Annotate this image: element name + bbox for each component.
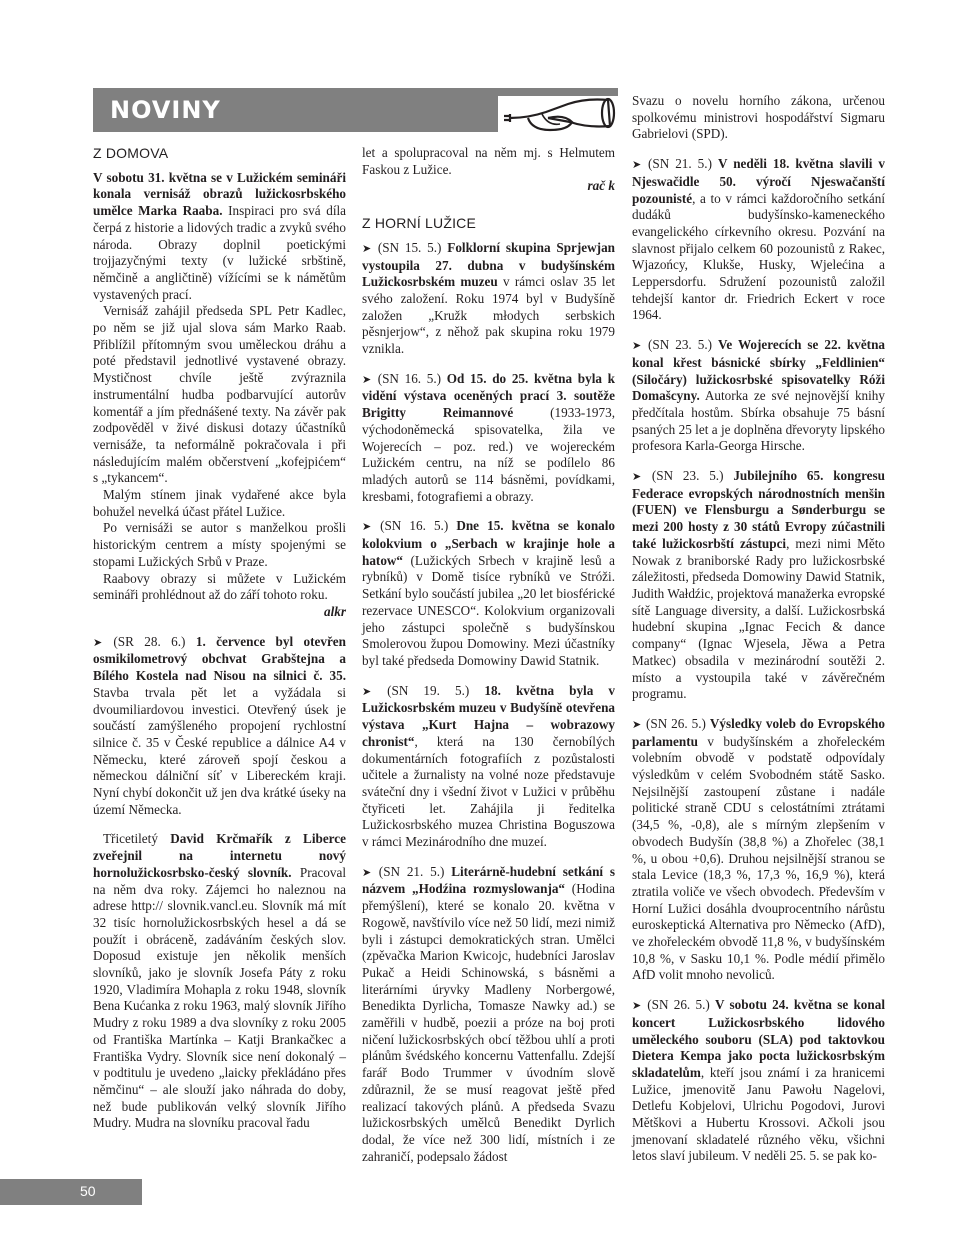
article-hl-9: ➤ (SN 26. 5.) Výsledky voleb do Evropského parlamentu v budyšínském a zhořeleckém volebním obvodě v podstatě odpovídaly výsledkům v celém Svobodném státě Sasko. Nejsilnější zastoupení zůstane i nadále politické straně CDU s celostátními ztrátami (34,5 %, -0,8), ale s mírným zlepšením v obvodech Budyšín (38,8 %) a Zhořelec (38,1 %, u obou +0,6). Druhou nejsilnější stranou se stala Levice (18,3 %, 17,3 %, 16,9 %), která ztratila voliče ve všech obvodech. Především v Horní Lužici dosáhla dvouprocentního nárůstu euroskeptická Alternativa pro Německo (AfD), ve zhořeleckém obvodě 11,8 %, v budyšínském 10,8 %, v Sasku 10,1 %. Podle médií přimělo AfD volit mnoho nevoliců. xyxy=(632,715,885,983)
section-title: NOVINY xyxy=(110,96,221,124)
article-hl-6: ➤ (SN 21. 5.) V neděli 18. května slavili v Njeswačidle 50. výročí Njeswačanští pozounisté, a to v rámci každoročního setkání dudáků budyšínsko-kameneckého evangelického církevního okresu. Pozvání na slavnost přijalo celkem 60 pozounistů z Rakec, Wjazońcy, Klukše, Husky, Wjelećina a Leppersdorfu. Sdružení pozounistů založil tehdejší kantor dr. Friedrich Eckert v roce 1964. xyxy=(632,156,885,323)
article-hl-10: ➤ (SN 26. 5.) V sobotu 24. května se konal koncert Lužickosrbského lidového uměleckého souboru (SLA) pod taktovkou Dietera Kempa jako pocta lužickosrbským skladatelům, kteří jsou známí i za hranicemi Lužice, jmenovitě Janu Pawołu Nagelovi, Detlefu Kobjelovi, Ulrichu Pogodovi, Jurovi Mětškovi a Hubertu Krossovi. Ačkoli jsou jmenovaní skladatelé různého věku, všichni letos slaví jubileum. V neděli 25. 5. se pak ko- xyxy=(632,997,885,1164)
arrow-right-icon: ➤ xyxy=(632,340,642,353)
arrow-right-icon: ➤ xyxy=(362,242,372,255)
page-number: 50 xyxy=(80,1183,96,1199)
article-domova-3: Třicetiletý David Krčmařík z Liberce zveřejnil na internetu nový hornolužickosrbsko-český slovník. Pracoval na něm dva roky. Zájemci ho naleznou na adrese http:// slovnik.vancl.eu. Slovník má mít 32 tisíc hornolužickosrbských hesel a dá se použít i obráceně, zadáváním českých slov. Doposud existuje jen několik menších slovníků, jako je slovník Josefa Páty z roku 1920, Vladimíra Mohapla z roku 1948, slovník Bena Kućanka z roku 1963, malý slovník Jiřího Mudry z roku 1989 a dva slovníky z roku 2005 od Františka Martínka – Katji Brankačkec a Františka Vydry. Slovník sice není dokonalý – v podtitulu je uvedeno „laicky překládáno přes němčinu“ – ale slouží jako náhrada do doby, než bude publikován velký slovník Jiřího Mudry. Mudra na slovníku pracoval řadu xyxy=(93,831,346,1131)
column-2 xyxy=(362,145,615,1165)
arrow-right-icon: ➤ xyxy=(93,636,103,649)
article-paragraph: Malým stínem jinak vydařené akce byla bohužel nevelká účast přátel Lužice. xyxy=(93,487,346,519)
article-hl-1: ➤ (SN 15. 5.) Folklorní skupina Sprjewjan vystoupila 27. dubna v budyšínském Lužickosrbském muzeu v rámci oslav 35 let svého založení. Roku 1974 byl v Budyšíně založen „Kružk młodych serbskich pěsnjerjow“, z něhož pak skupina roku 1979 vznikla. xyxy=(362,239,616,357)
author-signature: rač k xyxy=(587,178,615,194)
article-domova-2: ➤ (SR 28. 6.) 1. července byl otevřen osmikilometrový obchvat Grabštejna a Bílého Kostela nad Nisou na silnici č. 35. Stavba trvala pět let a vyžádala si dvoumiliardovou investici. Otevřený úsek je součástí zamýšleného propojení rychlostní silnice č. 35 v České republice a dálnice A4 v Německu, které zároveň spojí českou a německou dálniční síť v Libereckém kraji. Nyní chybí dokončit už jen dva krátké úseky na území Německa. xyxy=(93,633,346,817)
arrow-right-icon: ➤ xyxy=(632,159,642,172)
arrow-right-icon: ➤ xyxy=(632,718,642,731)
arrow-right-icon: ➤ xyxy=(362,373,372,386)
section-heading-horni-luzice: Z HORNÍ LUŽICE xyxy=(362,215,477,232)
article-domova-1: V sobotu 31. května se v Lužickém semináři konala vernisáž obrazů lužickosrbského umělce Marka Raaba. Inspiraci pro svá díla čerpá z historie a lidových tradic a zvyků svého národa. Obrazy doplnil poetickými trojjazyčnými texty (v lužické srbštině, němčině a angličtině) vížícími se k námětům vystavených prací. xyxy=(93,169,346,302)
author-signature: alkr xyxy=(324,603,346,619)
arrow-right-icon: ➤ xyxy=(632,1000,642,1013)
article-continuation: Svazu o novelu horního zákona, určenou spolkovému ministrovi hospodářství Sigmaru Gabrielovi (SPD). xyxy=(632,93,885,142)
arrow-right-icon: ➤ xyxy=(362,866,372,879)
article-hl-2: ➤ (SN 16. 5.) Od 15. do 25. května byla k vidění výstava oceněných prací 3. soutěže Brigitty Reimannové (1933-1973, východoněmecká spisovatelka, žila ve Wojerecích – poz. red.) ve wojereckém Lužickém centru, na níž se podílelo 86 mladých autorů se 114 básněmi, povídkami, kresbami, fotografiemi a obrazy. xyxy=(362,370,615,504)
page-number-bar xyxy=(0,1179,142,1205)
arrow-right-icon: ➤ xyxy=(362,685,372,698)
arrow-right-icon: ➤ xyxy=(632,471,642,484)
section-heading-domova: Z DOMOVA xyxy=(93,145,169,161)
article-paragraph: Vernisáž zahájil předseda SPL Petr Kadlec, po něm se již ujal slova sám Marko Raab. Přiblížil přítomným svou uměleckou dráhu a poté představil jednotlivé vystavené obrazy. Mystičnost chvíle ještě zvýraznila instrumentální hudba podbarvující autorův komentář a jím přednášené texty. Na závěr pak zodpověděl v živé diskusi dotazy účastníků vernisáže, ta neformálně pokračovala i při následujícím malém občerstvení „kofejpićem“ s „tykancem“. xyxy=(93,303,346,486)
arrow-right-icon: ➤ xyxy=(362,521,372,534)
article-hl-8: ➤ (SN 23. 5.) Jubilejního 65. kongresu Federace evropských národnostních menšin (FUEN) ve Flensburgu a Sønderburgu se mezi 200 hosty z 30 států Evropy zúčastnili také lužickosrbští zástupci, mezi nimi Měto Nowak z braniborské Rady pro lužickosrbské záležitosti, předseda Domowiny Dawid Statnik, Judith Wałdźic, projektová manažerka evropské sítě Language diversity, a další. Lužickosrbská hudební skupina „Ignac Fecich & dance company“ (Ignac Wjesela, Jěwa a Petra Matkec) obsadila v mezinárodní soutěži 2. místo a vystoupila také v závěrečném programu. xyxy=(632,468,886,702)
article-paragraph: Po vernisáži se autor s manželkou prošli historickým centrem a místy spojenými se stopami Lužických Srbů v Praze. xyxy=(93,520,346,569)
article-hl-7: ➤ (SN 23. 5.) Ve Wojerecích se 22. května konal křest básnické sbírky „Feldlinien“ (Siločáry) lužickosrbské spisovatelky Róži Domašcyny. Autorka ze své nejnovější knihy předčítala hostům. Sbírka obsahuje 75 básní psaných 25 let a je doplněna dřevoryty lipského profesora Karla-Georga Hirsche. xyxy=(632,337,885,454)
article-headline: V sobotu 31. května se v Lužickém semináři konala vernisáž obrazů lužickosrbského umělce Marka Raaba. xyxy=(93,169,346,219)
article-hl-4: ➤ (SN 19. 5.) 18. května byla v Lužickosrbském muzeu v Budyšíně otevřena výstava „Kurt Hajna – wobrazowy chronist“, která na 130 černobílých dokumentárních fotografiích z pozůstalosti učitele a žurnalisty na volné noze představuje sváteční dny i všední život v Lužici v průběhu čtyřiceti let. Zahájila ji ředitelka Lužickosrbského muzea Christina Boguszowa v rámci Mezinárodního dne muzeí. xyxy=(362,682,615,850)
article-continuation: let a spolupracoval na něm mj. s Helmutem Faskou z Lužice. xyxy=(362,145,615,177)
article-hl-3: ➤ (SN 16. 5.) Dne 15. května se konalo kolokvium o „Serbach w krajinje hole a hatow“ (Lužických Srbech v krajině lesů a rybníků) v Domě tisíce rybníků ve Stróži. Setkání bylo součástí jubilea „20 let biosférické rezervace UNESCO“. Kolokvium organizovali jeho zástupci společně s budyšínskou Smolerovou župou Domowiny. Mezi účastníky byl také předseda Domowiny Dawid Statnik. xyxy=(362,518,616,668)
article-paragraph: Raabovy obrazy si můžete v Lužickém semináři prohlédnout až do září tohoto roku. xyxy=(93,570,346,603)
column-1 xyxy=(93,145,346,1132)
posthorn-icon xyxy=(498,96,618,136)
article-hl-5: ➤ (SN 21. 5.) Literárně-hudební setkání s názvem „Hodźina rozmyslowanja“ (Hodina přemýšlení), které se konalo 20. května v Rogowě, navštívilo více než 50 lidí, mezi nimiž byli i zástupci demokratických stran. Umělci (zpěvačka Marion Kwicojc, hudebníci Jaroslav Pukač a Heidi Schinowská, s básněmi a literárními úryvky Madleny Norbergowé, Benedikta Dyrlicha, Tomasze Nawky ad.) se zaměřili v hudbě, poezii a próze na boj proti ničení lužickosrbských obcí těžbou uhlí a proti plánům švédského koncernu Vattenfallu. Zdejší farář Bodo Trummer v úvodním slově zdůraznil, že se musí reagovat ještě před realizací takových plánů. A předseda Svazu lužickosrbských umělců Benedikt Dyrlich dodal, že více než 300 lidí, místních i ze zahraničí, podepsalo žádost xyxy=(362,863,616,1164)
column-3 xyxy=(632,93,885,1165)
